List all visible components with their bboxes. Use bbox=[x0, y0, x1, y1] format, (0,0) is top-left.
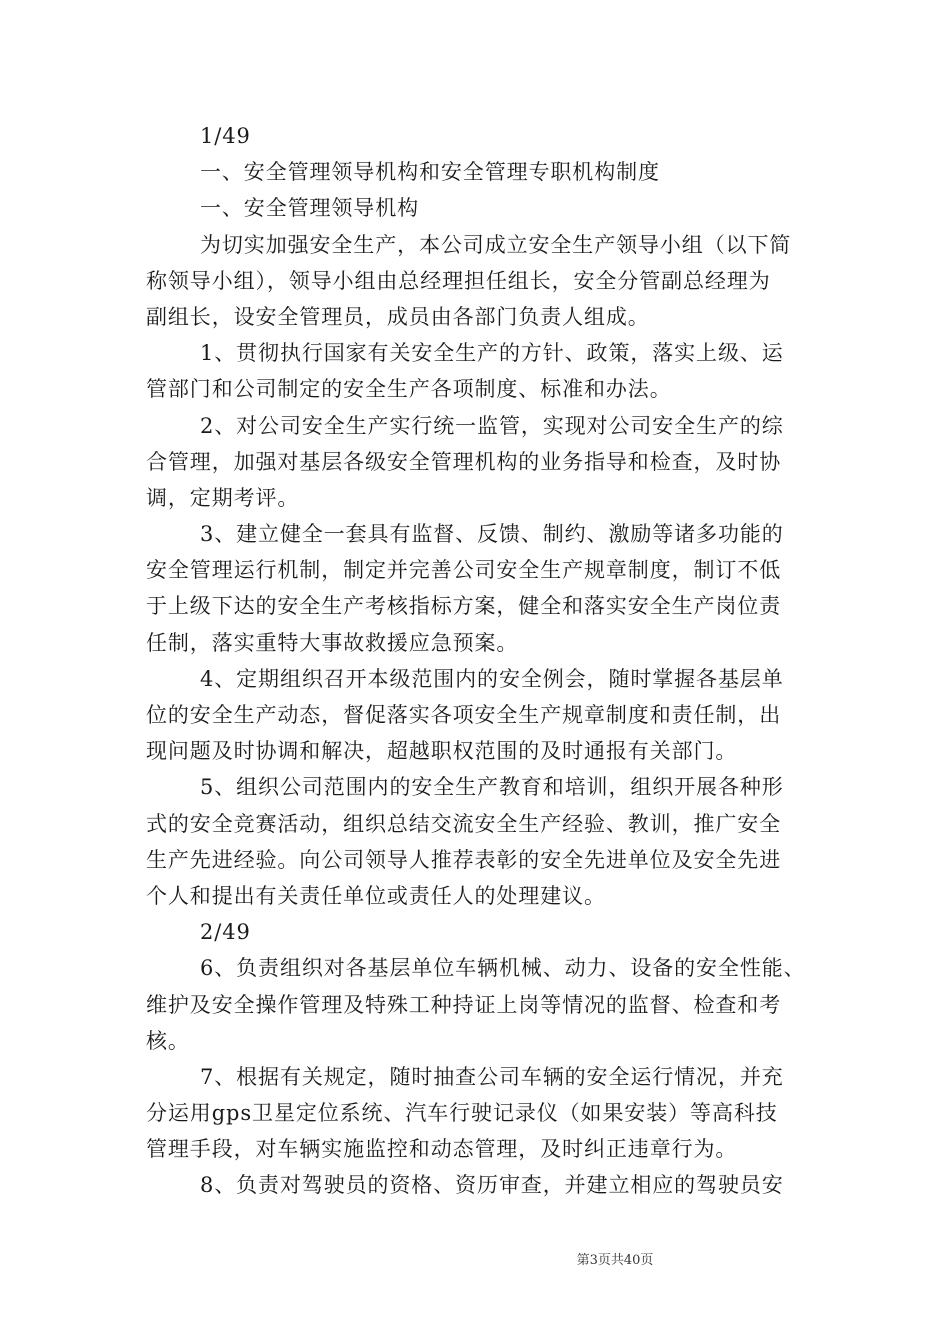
text-line: 一、安全管理领导机构和安全管理专职机构制度 bbox=[200, 160, 660, 185]
text-line: 4、定期组织召开本级范围内的安全例会，随时掌握各基层单 bbox=[200, 666, 784, 691]
text-line: 6、负责组织对各基层单位车辆机械、动力、设备的安全性能、 bbox=[200, 956, 806, 981]
text-line: 个人和提出有关责任单位或责任人的处理建议。 bbox=[146, 883, 606, 908]
text-line: 1/49 bbox=[200, 124, 251, 148]
text-line: 调，定期考评。 bbox=[146, 485, 300, 510]
text-line: 管部门和公司制定的安全生产各项制度、标准和办法。 bbox=[146, 377, 672, 402]
text-line: 安全管理运行机制，制定并完善公司安全生产规章制度，制订不低 bbox=[146, 558, 782, 583]
text-line: 7、根据有关规定，随时抽查公司车辆的安全运行情况，并充 bbox=[200, 1064, 784, 1089]
text-line: 2/49 bbox=[200, 920, 251, 945]
document-body bbox=[146, 118, 814, 1204]
text-line: 副组长，设安全管理员，成员由各部门负责人组成。 bbox=[146, 304, 650, 329]
text-line: 2、对公司安全生产实行统一监管，实现对公司安全生产的综 bbox=[200, 413, 784, 438]
text-line: 现问题及时协调和解决，超越职权范围的及时通报有关部门。 bbox=[146, 739, 738, 764]
text-line: 生产先进经验。向公司领导人推荐表彰的安全先进单位及安全先进 bbox=[146, 847, 782, 872]
text-line: 一、安全管理领导机构 bbox=[200, 196, 419, 221]
text-line: 分运用gps卫星定位系统、汽车行驶记录仪（如果安装）等高科技 bbox=[146, 1101, 778, 1126]
text-line: 式的安全竞赛活动，组织总结交流安全生产经验、教训，推广安全 bbox=[146, 811, 782, 836]
text-line: 1、贯彻执行国家有关安全生产的方针、政策，落实上级、运 bbox=[200, 341, 784, 366]
text-line: 5、组织公司范围内的安全生产教育和培训，组织开展各种形 bbox=[200, 775, 784, 800]
text-line: 为切实加强安全生产，本公司成立安全生产领导小组（以下简 bbox=[200, 232, 792, 257]
text-line: 核。 bbox=[146, 1028, 190, 1053]
text-line: 任制，落实重特大事故救援应急预案。 bbox=[146, 630, 519, 655]
text-line: 8、负责对驾驶员的资格、资历审查，并建立相应的驾驶员安 bbox=[200, 1173, 784, 1198]
text-line: 维护及安全操作管理及特殊工种持证上岗等情况的监督、检查和考 bbox=[146, 992, 782, 1017]
text-line: 称领导小组），领导小组由总经理担任组长，安全分管副总经理为 bbox=[146, 268, 771, 293]
text-line: 管理手段，对车辆实施监控和动态管理，及时纠正违章行为。 bbox=[146, 1137, 738, 1162]
text-line: 3、建立健全一套具有监督、反馈、制约、激励等诸多功能的 bbox=[200, 522, 784, 547]
page-footer: 第3页共40页 bbox=[576, 1253, 654, 1268]
text-line: 位的安全生产动态，督促落实各项安全生产规章制度和责任制，出 bbox=[146, 703, 782, 727]
text-line: 合管理，加强对基层各级安全管理机构的业务指导和检查，及时协 bbox=[146, 449, 782, 474]
text-line: 于上级下达的安全生产考核指标方案，健全和落实安全生产岗位责 bbox=[146, 594, 782, 619]
